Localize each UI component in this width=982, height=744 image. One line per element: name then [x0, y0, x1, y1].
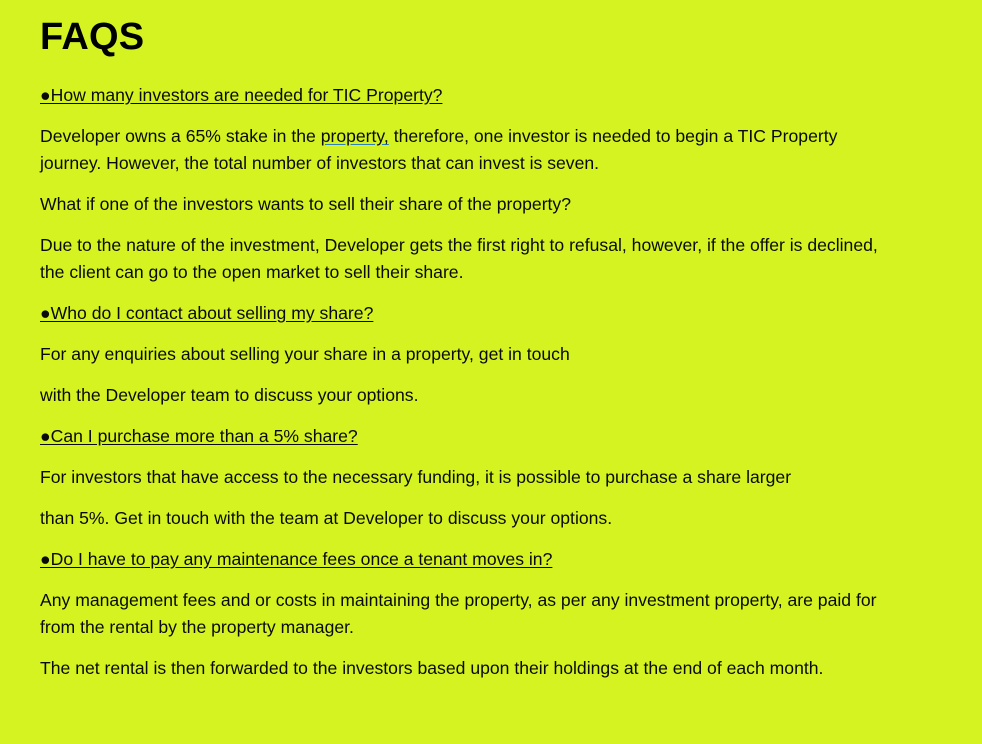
answer-text-part: therefore, one investor is needed to begin a TIC Property journey. However, the total number of investors that can invest is seven.: [40, 126, 838, 173]
faq-sub-question-sell-share: What if one of the investors wants to sell their share of the property?: [40, 194, 572, 214]
faq-answer-investors-needed: [40, 123, 880, 177]
faq-answer-purchase-more-line2: than 5%. Get in touch with the team at Developer to discuss your options.: [40, 508, 613, 528]
faq-answer-contact-selling-line2: with the Developer team to discuss your options.: [40, 385, 419, 405]
faq-question-contact-selling[interactable]: ●Who do I contact about selling my share?: [40, 303, 374, 323]
property-link[interactable]: property,: [320, 126, 389, 146]
faq-sub-answer-sell-share: Due to the nature of the investment, Developer gets the first right to refusal, however, if the offer is declined, the client can go to the open market to sell their share.: [40, 235, 878, 282]
faq-question-investors-needed[interactable]: ●How many investors are needed for TIC Property?: [40, 85, 443, 105]
faq-question-maintenance-fees[interactable]: ●Do I have to pay any maintenance fees once a tenant moves in?: [40, 549, 553, 569]
page-title: FAQS: [40, 16, 145, 58]
faq-answer-net-rental: The net rental is then forwarded to the investors based upon their holdings at the end of each month.: [40, 658, 824, 678]
faq-answer-maintenance-fees: Any management fees and or costs in maintaining the property, as per any investment property, are paid for from the rental by the property manager.: [40, 590, 877, 637]
answer-text-part: Developer owns a 65% stake in the: [40, 126, 321, 146]
faq-answer-purchase-more-line1: For investors that have access to the necessary funding, it is possible to purchase a share larger: [40, 467, 792, 487]
faq-question-purchase-more[interactable]: ●Can I purchase more than a 5% share?: [40, 426, 358, 446]
faq-answer-contact-selling-line1: For any enquiries about selling your share in a property, get in touch: [40, 344, 570, 364]
